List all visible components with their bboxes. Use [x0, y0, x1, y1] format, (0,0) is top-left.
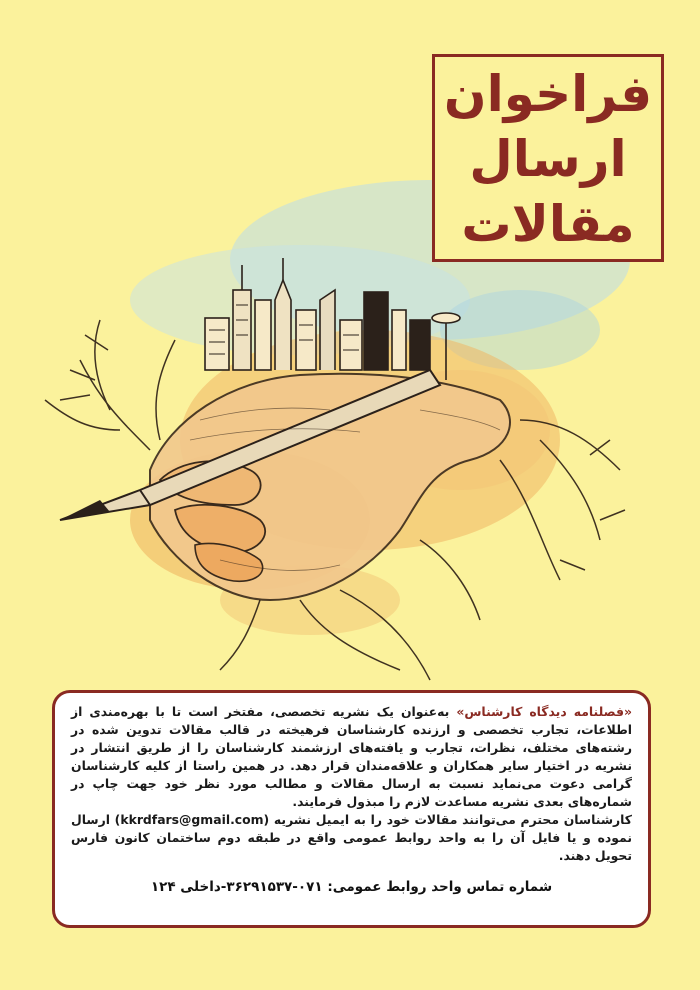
- title-box: [432, 54, 664, 262]
- paragraph-1-text: به‌عنوان یک نشریه تخصصی، مفتخر است تا با بهره‌مندی از اطلاعات، تجارب تخصصی و ارزنده کارشناسان فرهیخته در قالب مقالات تدوین شده در رشته‌های مختلف، نظرات، تجارب و یافته‌های ارزشمند کارشناسان را از طریق انتشار در نشریه در اختیار سایر همکاران و علاقه‌مندان قرار دهد. در همین راستا از کلیه کارشناسان گرامی دعوت می‌نماید نسبت به ارسال مقالات و مطالب مورد نظر خود جهت چاپ در شماره‌های بعدی نشریه مساعدت لازم را مبذول فرمایند.: [71, 704, 632, 809]
- announcement-paragraph-1: [71, 703, 632, 811]
- title-line-1: فراخوان: [443, 65, 653, 123]
- announcement-body: [71, 703, 632, 865]
- title-line-3: مقالات: [461, 195, 635, 253]
- magazine-name: «فصلنامه دیدگاه کارشناس»: [456, 704, 632, 719]
- announcement-box: [52, 690, 651, 928]
- contact-info: شماره تماس واحد روابط عمومی: ۰۷۱-۳۶۲۹۱۵۳۷-داخلی ۱۲۴: [150, 879, 553, 895]
- announcement-paragraph-2: کارشناسان محترم می‌توانند مقالات خود را به ایمیل نشریه (kkrdfars@gmail.com) ارسال نموده و یا فایل آن را به واحد روابط عمومی واقع در طبقه دوم ساختمان کانون فارس تحویل دهند.: [71, 812, 632, 863]
- title-line-2: ارسال: [469, 130, 627, 188]
